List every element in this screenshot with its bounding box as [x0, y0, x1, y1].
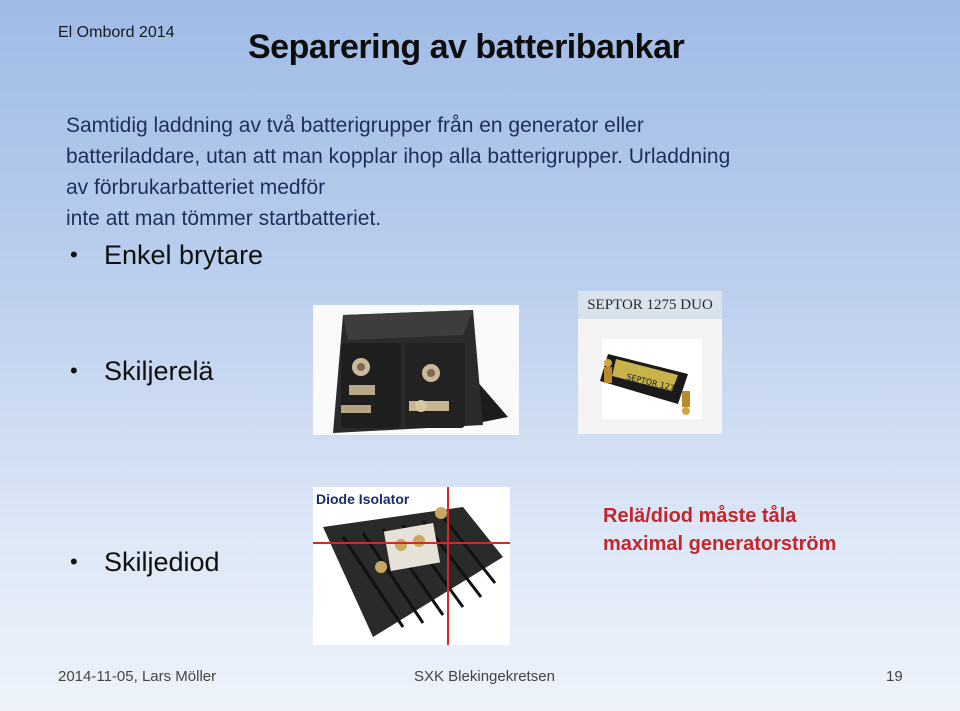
diode-caption: Diode Isolator — [316, 491, 410, 507]
footer-date-author: 2014-11-05, Lars Möller — [58, 668, 217, 685]
bullet-enkel-brytare — [70, 238, 263, 272]
intro-line: batteriladdare, utan att man kopplar ihop alla batterigrupper. Urladdning — [66, 145, 731, 168]
bullet-skiljediod — [70, 545, 220, 579]
footer-page-number: 19 — [886, 668, 903, 685]
septor-caption: SEPTOR 1275 DUO — [578, 291, 722, 319]
slide-title: Separering av batteribankar — [248, 28, 685, 66]
footer-organization: SXK Blekingekretsen — [414, 668, 555, 685]
bullet-label: Skiljerelä — [104, 356, 214, 386]
septor-relay-photo — [578, 291, 722, 434]
bullet-label: Enkel brytare — [104, 240, 264, 270]
bullet-label: Skiljediod — [104, 547, 220, 577]
intro-text — [66, 110, 896, 234]
header-label: El Ombord 2014 — [58, 24, 175, 41]
intro-line: inte att man tömmer startbatteriet. — [66, 207, 382, 230]
intro-line: av förbrukarbatteriet medför — [66, 176, 326, 199]
battery-switch-photo — [313, 305, 519, 435]
warning-note — [603, 502, 836, 558]
note-line: Relä/diod måste tåla — [603, 505, 797, 527]
diode-isolator-photo — [313, 487, 510, 645]
intro-line: Samtidig laddning av två batterigrupper från en generator eller — [66, 114, 644, 137]
note-line: maximal generatorström — [603, 533, 837, 555]
bullet-skiljerela — [70, 354, 214, 388]
septor-device-text: SEPTOR 1275 — [625, 372, 681, 395]
